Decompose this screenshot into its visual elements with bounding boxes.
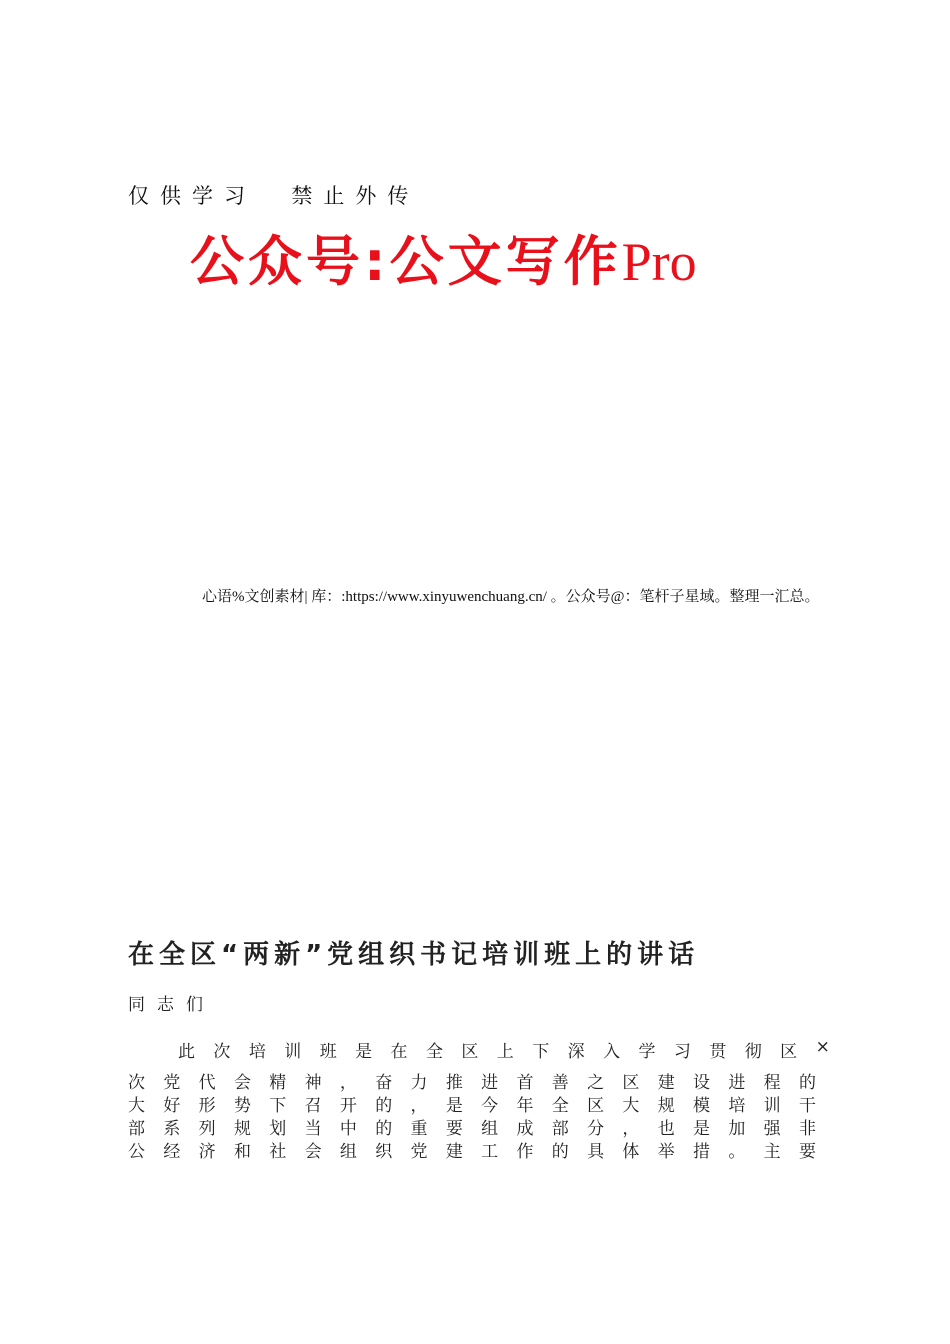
body-line xyxy=(128,1118,816,1141)
text-glyph: 全 xyxy=(425,1042,443,1062)
text-glyph: 进 xyxy=(481,1073,499,1093)
text-glyph: 措 xyxy=(693,1142,710,1162)
text-glyph: 组 xyxy=(481,1119,499,1139)
body-line xyxy=(128,1072,816,1095)
text-glyph: 部 xyxy=(551,1119,569,1139)
text-glyph: 推 xyxy=(445,1073,463,1093)
text-glyph: 模 xyxy=(693,1096,710,1116)
source-note: 心语%文创素材| 库：:https://www.xinyuwenchuang.cn/ 。公众号@：笔杆子星域。整理一汇总。 xyxy=(202,589,820,605)
text-glyph: 作 xyxy=(516,1142,534,1162)
text-glyph: ， xyxy=(339,1073,357,1093)
text-glyph: 也 xyxy=(657,1119,675,1139)
text-glyph: 分 xyxy=(587,1119,605,1139)
text-glyph: 班 xyxy=(319,1042,337,1062)
text-glyph: 善 xyxy=(551,1073,569,1093)
text-glyph: 工 xyxy=(481,1142,499,1162)
text-glyph: 训 xyxy=(284,1042,302,1062)
restriction-notice: 仅供学习 禁止外传 xyxy=(128,184,420,208)
text-glyph: 培 xyxy=(728,1096,746,1116)
body-line xyxy=(128,1141,816,1164)
text-glyph: 中 xyxy=(339,1119,357,1139)
text-glyph: 培 xyxy=(248,1042,266,1062)
text-glyph: 次 xyxy=(128,1073,145,1093)
text-glyph: 党 xyxy=(163,1073,181,1093)
text-glyph: 训 xyxy=(763,1096,781,1116)
text-glyph: 重 xyxy=(410,1119,428,1139)
text-glyph: 会 xyxy=(304,1142,322,1162)
text-glyph: 区 xyxy=(587,1096,605,1116)
article-title: 在全区“两新”党组织书记培训班上的讲话 xyxy=(128,940,700,970)
body-line xyxy=(128,1095,816,1118)
body-paragraph xyxy=(128,1072,816,1164)
text-glyph: 会 xyxy=(233,1073,251,1093)
text-glyph: 开 xyxy=(339,1096,357,1116)
text-glyph: 要 xyxy=(798,1142,816,1162)
text-glyph: 是 xyxy=(693,1119,710,1139)
text-glyph: 习 xyxy=(673,1042,691,1062)
brand-banner xyxy=(190,226,697,298)
text-glyph: × xyxy=(815,1037,830,1057)
text-glyph: 进 xyxy=(728,1073,746,1093)
text-glyph: 是 xyxy=(355,1042,373,1062)
text-glyph: 规 xyxy=(233,1119,251,1139)
text-glyph: 列 xyxy=(198,1119,216,1139)
text-glyph: 非 xyxy=(798,1119,816,1139)
text-glyph: 经 xyxy=(163,1142,181,1162)
text-glyph: 大 xyxy=(622,1096,640,1116)
text-glyph: 在 xyxy=(390,1042,408,1062)
text-glyph: 下 xyxy=(269,1096,287,1116)
brand-name-chinese: 公众号:公文写作 xyxy=(190,230,622,293)
text-glyph: 的 xyxy=(375,1119,393,1139)
text-glyph: 强 xyxy=(763,1119,781,1139)
text-glyph: 彻 xyxy=(744,1042,762,1062)
text-glyph: 党 xyxy=(410,1142,428,1162)
text-glyph: 具 xyxy=(587,1142,605,1162)
text-glyph: 设 xyxy=(693,1073,710,1093)
text-glyph: 公 xyxy=(128,1142,145,1162)
text-glyph: 程 xyxy=(763,1073,781,1093)
text-glyph: 召 xyxy=(304,1096,322,1116)
text-glyph: ， xyxy=(622,1119,640,1139)
text-glyph: 大 xyxy=(128,1096,145,1116)
text-glyph: 代 xyxy=(198,1073,216,1093)
text-glyph: 和 xyxy=(233,1142,251,1162)
text-glyph: 体 xyxy=(622,1142,640,1162)
text-glyph: 举 xyxy=(657,1142,675,1162)
text-glyph: 当 xyxy=(304,1119,322,1139)
text-glyph: 的 xyxy=(798,1073,816,1093)
text-glyph: ， xyxy=(410,1096,428,1116)
text-glyph: 势 xyxy=(233,1096,251,1116)
text-glyph: 划 xyxy=(269,1119,287,1139)
salutation: 同志们 xyxy=(128,995,215,1015)
text-glyph: 神 xyxy=(304,1073,322,1093)
text-glyph: 织 xyxy=(375,1142,393,1162)
text-glyph: 上 xyxy=(496,1042,514,1062)
text-glyph: 深 xyxy=(567,1042,585,1062)
text-glyph: 主 xyxy=(763,1142,781,1162)
text-glyph: 奋 xyxy=(375,1073,393,1093)
first-paragraph-line xyxy=(178,1037,830,1062)
text-glyph: 成 xyxy=(516,1119,534,1139)
text-glyph: 是 xyxy=(445,1096,463,1116)
text-glyph: 学 xyxy=(638,1042,656,1062)
text-glyph: 济 xyxy=(198,1142,216,1162)
text-glyph: 下 xyxy=(532,1042,550,1062)
text-glyph: 形 xyxy=(198,1096,216,1116)
text-glyph: 干 xyxy=(798,1096,816,1116)
text-glyph: 区 xyxy=(780,1042,798,1062)
text-glyph: 建 xyxy=(657,1073,675,1093)
text-glyph: 区 xyxy=(461,1042,479,1062)
text-glyph: 之 xyxy=(587,1073,605,1093)
text-glyph: 精 xyxy=(269,1073,287,1093)
text-glyph: 社 xyxy=(269,1142,287,1162)
text-glyph: 贯 xyxy=(709,1042,727,1062)
text-glyph: 年 xyxy=(516,1096,534,1116)
text-glyph: 建 xyxy=(445,1142,463,1162)
text-glyph: 今 xyxy=(481,1096,499,1116)
text-glyph: 部 xyxy=(128,1119,145,1139)
text-glyph: 系 xyxy=(163,1119,181,1139)
text-glyph: 区 xyxy=(622,1073,640,1093)
text-glyph: 组 xyxy=(339,1142,357,1162)
text-glyph: 次 xyxy=(213,1042,231,1062)
text-glyph: 好 xyxy=(163,1096,181,1116)
text-glyph: 。 xyxy=(728,1142,746,1162)
text-glyph: 力 xyxy=(410,1073,428,1093)
text-glyph: 加 xyxy=(728,1119,746,1139)
text-glyph: 要 xyxy=(445,1119,463,1139)
text-glyph: 入 xyxy=(603,1042,621,1062)
text-glyph: 的 xyxy=(551,1142,569,1162)
brand-name-latin: Pro xyxy=(621,232,697,292)
text-glyph: 此 xyxy=(178,1042,195,1062)
text-glyph: 全 xyxy=(551,1096,569,1116)
text-glyph: 的 xyxy=(375,1096,393,1116)
text-glyph: 规 xyxy=(657,1096,675,1116)
text-glyph: 首 xyxy=(516,1073,534,1093)
